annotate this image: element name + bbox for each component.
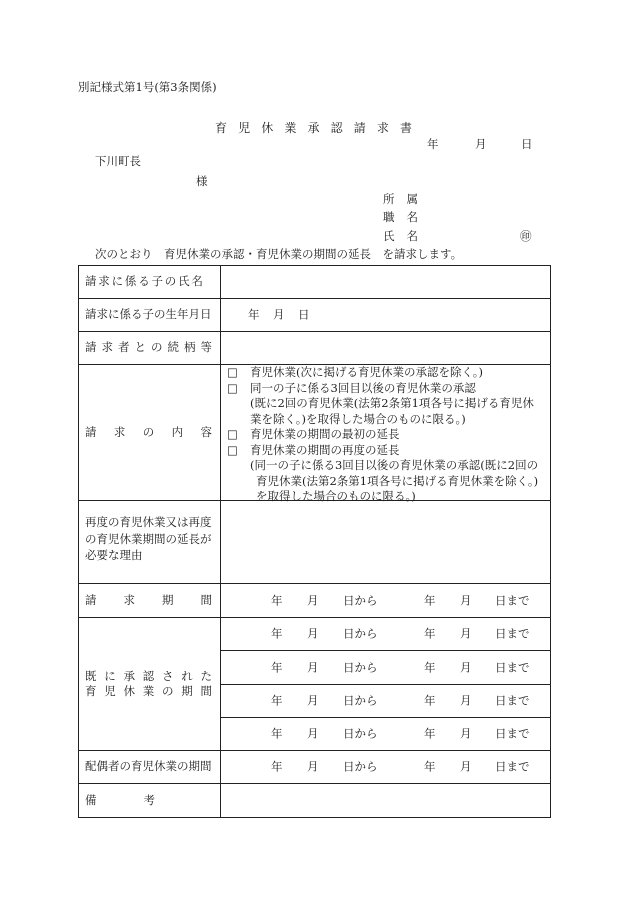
remarks-label-cell — [79, 784, 221, 818]
request-option-line — [221, 443, 550, 459]
request-option — [221, 427, 550, 443]
request-content-label: 請 求 の 内 容 — [85, 424, 212, 439]
birthdate-month-label: 月 — [273, 307, 285, 322]
child-name-field — [221, 266, 551, 299]
from-month-label: 月 — [307, 693, 319, 708]
from-year-label: 年 — [271, 626, 283, 641]
to-month-label: 月 — [460, 592, 472, 607]
request-option-note: 業を除く。)を取得した場合のものに限る。) — [250, 411, 466, 426]
to-year-label: 年 — [424, 693, 436, 708]
approved-period-row — [221, 718, 551, 751]
remarks-label: 備 考 — [85, 792, 155, 807]
reason-label-line: 必要な理由 — [85, 548, 143, 563]
from-month-label: 月 — [307, 759, 319, 774]
request-content-label-cell — [79, 365, 221, 501]
request-period-field — [221, 584, 551, 618]
addressee-honorific: 様 — [196, 174, 208, 188]
reason-label-line: 再度の育児休業又は再度 — [85, 515, 212, 530]
child-name-label: 請求に係る子の氏名 — [85, 274, 205, 289]
reason-label-cell — [79, 501, 221, 584]
relationship-label-cell — [79, 332, 221, 365]
date-year-label: 年 — [427, 137, 439, 151]
approved-periods-label-line: 育 児 休 業 の 期 間 — [85, 684, 212, 698]
to-month-label: 月 — [460, 626, 472, 641]
checkbox-icon: □ — [227, 365, 238, 379]
document-title: 育 児 休 業 承 認 請 求 書 — [215, 121, 412, 135]
remarks-field — [221, 784, 551, 818]
to-month-label: 月 — [460, 659, 472, 674]
addressee: 下川町長 — [95, 154, 141, 168]
request-option-line — [221, 427, 550, 443]
from-year-label: 年 — [271, 659, 283, 674]
to-day-label: 日まで — [495, 659, 530, 674]
request-option-note: (既に2回の育児休業(法第2条第1項各号に掲げる育児休 — [250, 396, 534, 410]
from-month-label: 月 — [307, 626, 319, 641]
form-reference: 別記様式第1号(第3条関係) — [78, 80, 217, 94]
reason-label-line: の育児休業期間の延長が — [85, 531, 212, 546]
request-option — [221, 365, 550, 381]
from-day-label: 日から — [343, 759, 378, 774]
to-day-label: 日まで — [495, 693, 530, 708]
from-day-label: 日から — [343, 726, 378, 741]
from-month-label: 月 — [307, 659, 319, 674]
from-day-label: 日から — [343, 659, 378, 674]
request-option-note: を取得した場合のものに限る。) — [256, 489, 416, 503]
relationship-field — [221, 332, 551, 365]
from-year-label: 年 — [271, 759, 283, 774]
approved-periods-label-line: 既 に 承 認 さ れ た — [85, 669, 212, 683]
from-day-label: 日から — [343, 693, 378, 708]
request-option-note: 育児休業(法第2条第1項各号に掲げる育児休業を除く。) — [256, 473, 539, 488]
reason-field — [221, 501, 551, 584]
to-day-label: 日まで — [495, 726, 530, 741]
position-label: 職 名 — [383, 210, 418, 224]
approved-period-row — [221, 685, 551, 718]
to-year-label: 年 — [424, 659, 436, 674]
date-day-label: 日 — [521, 137, 533, 151]
checkbox-icon: □ — [227, 442, 238, 457]
approved-periods-label-cell — [79, 618, 221, 751]
from-year-label: 年 — [271, 726, 283, 741]
approved-periods-label — [85, 669, 212, 699]
approved-period-row — [221, 618, 551, 651]
checkbox-icon: □ — [227, 427, 238, 441]
affiliation-label: 所 属 — [383, 192, 418, 206]
checkbox-icon: □ — [227, 380, 238, 395]
to-year-label: 年 — [424, 759, 436, 774]
request-option — [221, 443, 550, 505]
reason-label — [85, 514, 212, 564]
to-day-label: 日まで — [495, 592, 530, 607]
to-day-label: 日まで — [495, 626, 530, 641]
request-content-field — [221, 365, 551, 501]
request-option-text: 同一の子に係る3回目以後の育児休業の承認 — [250, 380, 476, 395]
request-option-text: 育児休業の期間の再度の延長 — [250, 442, 400, 457]
birthdate-day-label: 日 — [298, 307, 310, 322]
seal-mark: ㊞ — [520, 229, 532, 243]
child-birthdate-label: 請求に係る子の生年月日 — [85, 307, 212, 322]
child-name-label-cell — [79, 266, 221, 299]
from-year-label: 年 — [271, 693, 283, 708]
spouse-period-label: 配偶者の育児休業の期間 — [85, 759, 212, 774]
child-birthdate-field — [221, 299, 551, 332]
name-label: 氏 名 — [383, 229, 418, 243]
child-birthdate-label-cell — [79, 299, 221, 332]
to-year-label: 年 — [424, 726, 436, 741]
request-intro-text: 次のとおり 育児休業の承認・育児休業の期間の延長 を請求します。 — [95, 247, 463, 261]
from-month-label: 月 — [307, 592, 319, 607]
from-year-label: 年 — [271, 592, 283, 607]
request-content-options — [221, 365, 550, 505]
to-year-label: 年 — [424, 626, 436, 641]
from-day-label: 日から — [343, 592, 378, 607]
request-option-text: 育児休業の期間の最初の延長 — [250, 427, 400, 441]
to-month-label: 月 — [460, 759, 472, 774]
relationship-label: 請 求 者 と の 続 柄 等 — [85, 340, 212, 355]
request-option — [221, 381, 550, 428]
request-period-label-cell — [79, 584, 221, 618]
date-month-label: 月 — [475, 137, 487, 151]
request-period-label: 請 求 期 間 — [85, 592, 212, 607]
request-option-line — [221, 381, 550, 397]
spouse-period-field — [221, 751, 551, 784]
request-option-line — [221, 365, 550, 381]
to-year-label: 年 — [424, 592, 436, 607]
from-day-label: 日から — [343, 626, 378, 641]
from-month-label: 月 — [307, 726, 319, 741]
to-day-label: 日まで — [495, 759, 530, 774]
to-month-label: 月 — [460, 693, 472, 708]
birthdate-year-label: 年 — [248, 307, 260, 322]
spouse-period-label-cell — [79, 751, 221, 784]
request-option-text: 育児休業(次に掲げる育児休業の承認を除く。) — [250, 365, 483, 379]
request-option-note: (同一の子に係る3回目以後の育児休業の承認(既に2回の — [250, 458, 539, 472]
to-month-label: 月 — [460, 726, 472, 741]
approved-period-row — [221, 651, 551, 685]
request-form-table — [78, 265, 551, 818]
